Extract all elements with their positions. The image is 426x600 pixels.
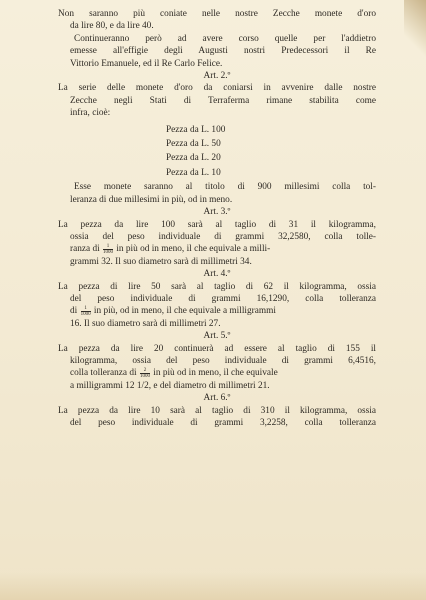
text-line: La pezza da lire 20 continuerà ad essere al taglio di 155 il	[58, 343, 376, 354]
fraction-denominator: 1000	[139, 373, 150, 379]
text-line	[58, 367, 376, 379]
document-text	[58, 8, 376, 429]
text-line: ossia del peso individuale di grammi 32,2580, colla tolle-	[70, 231, 376, 242]
text-line: kilogramma, ossia del peso individuale di grammi 6,4516,	[70, 355, 376, 366]
text-fragment: in più, od in meno, il che equivale a milligrammi	[93, 306, 276, 317]
fraction-numerator: 1	[103, 244, 113, 250]
text-line	[58, 243, 376, 255]
article-heading: Art. 5.º	[203, 331, 231, 342]
text-line: Vittorio Emanuele, ed il Re Carlo Felice.	[70, 58, 223, 69]
article-heading: Art. 3.º	[203, 207, 231, 218]
text-line: infra, cioè:	[70, 108, 111, 119]
text-line	[58, 305, 376, 317]
text-line: a milligrammi 12 1/2, e del diametro di millimetri 21.	[70, 380, 270, 391]
fraction	[81, 306, 91, 317]
text-line: La pezza da lire 10 sarà al taglio di 310 il kilogramma, ossia	[58, 405, 376, 416]
text-fragment: di	[70, 306, 78, 317]
text-line: da lire 80, e da lire 40.	[70, 21, 154, 32]
text-line: La pezza di lire 50 sarà al taglio di 62 il kilogramma, ossia	[58, 281, 376, 292]
article-heading: Art. 6.º	[203, 393, 231, 404]
coin-list-item: Pezza da L. 100	[166, 124, 226, 135]
text-line: grammi 32. Il suo diametro sarà di millimetri 34.	[70, 256, 252, 267]
fraction	[103, 244, 113, 255]
fraction	[140, 368, 150, 379]
text-fragment: in più od in meno, il che equivale	[153, 368, 278, 379]
coin-list-item: Pezza da L. 20	[166, 153, 221, 164]
text-line: Esse monete saranno al titolo di 900 millesimi colla tol-	[74, 182, 376, 193]
fraction-denominator: 1000	[80, 311, 91, 317]
text-fragment: in più od in meno, il che equivale a milli-	[116, 244, 271, 255]
text-line: leranza di due millesimi in più, od in meno.	[70, 194, 233, 205]
text-fragment: ranza di	[70, 244, 100, 255]
text-line: Zecche negli Stati di Terraferma rimane stabilita come	[70, 95, 376, 106]
paper-stain	[404, 0, 426, 60]
coin-list-item: Pezza da L. 50	[166, 139, 221, 150]
text-line: La pezza da lire 100 sarà al taglio di 31 il kilogramma,	[58, 219, 376, 230]
text-line: del peso individuale di grammi 16,1290, colla tolleranza	[70, 293, 376, 304]
text-line: Continueranno però ad avere corso quelle per l'addietro	[74, 33, 376, 44]
text-line: La serie delle monete d'oro da coniarsi in avvenire dalle nostre	[58, 83, 376, 94]
text-line: emesse all'effigie degli Augusti nostri Predecessori il Re	[70, 46, 376, 57]
article-heading: Art. 2.º	[203, 71, 231, 82]
text-fragment: colla tolleranza di	[70, 368, 137, 379]
text-line: 16. Il suo diametro sarà di millimetri 27.	[70, 318, 221, 329]
text-line: Non saranno più coniate nelle nostre Zecche monete d'oro	[58, 9, 376, 19]
fraction-numerator: 1	[81, 306, 91, 312]
text-line: del peso individuale di grammi 3,2258, colla tolleranza	[70, 418, 376, 428]
fraction-denominator: 1000	[103, 249, 114, 255]
article-heading: Art. 4.º	[203, 269, 231, 280]
coin-list-item: Pezza da L. 10	[166, 167, 221, 178]
fraction-numerator: 2	[140, 368, 150, 374]
